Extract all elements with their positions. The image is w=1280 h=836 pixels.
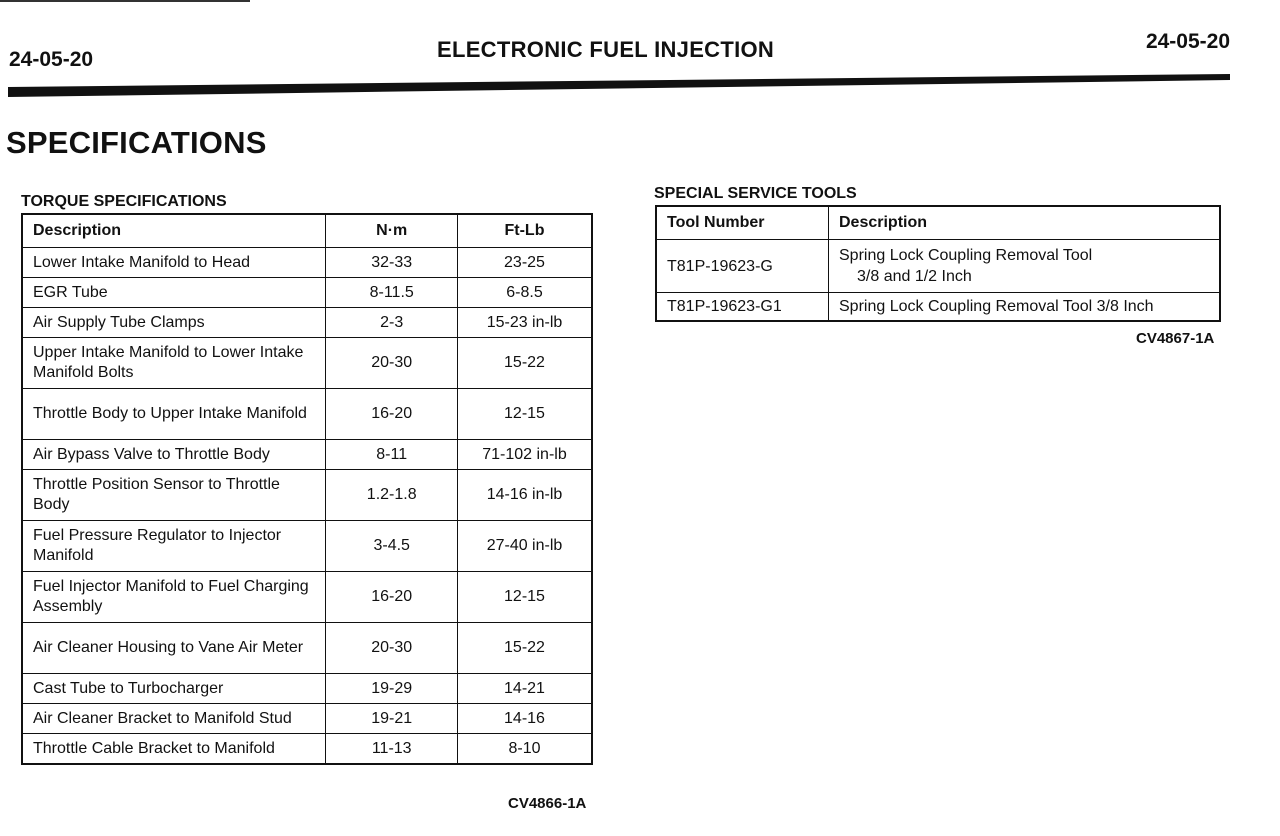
column-header-tool-number: Tool Number <box>656 206 829 240</box>
row-ftlb: 14-16 <box>457 704 592 734</box>
row-description: Cast Tube to Turbocharger <box>22 674 326 704</box>
page-number-right: 24-05-20 <box>1145 30 1230 53</box>
column-header-ftlb: Ft-Lb <box>457 214 592 248</box>
column-header-tool-description: Description <box>829 206 1221 240</box>
row-description: Fuel Injector Manifold to Fuel Charging Assembly <box>22 572 326 623</box>
row-nm: 2-3 <box>326 308 458 338</box>
table-row <box>22 674 592 704</box>
table-row <box>22 248 592 278</box>
row-nm: 20-30 <box>326 623 458 674</box>
table-row <box>22 704 592 734</box>
column-header-description: Description <box>22 214 326 248</box>
row-ftlb: 27-40 in-lb <box>457 521 592 572</box>
row-nm: 19-29 <box>326 674 458 704</box>
tool-number: T81P-19623-G <box>656 240 829 293</box>
row-ftlb: 6-8.5 <box>457 278 592 308</box>
row-ftlb: 23-25 <box>457 248 592 278</box>
row-description: Air Bypass Valve to Throttle Body <box>22 440 326 470</box>
tool-description: Spring Lock Coupling Removal Tool 3/8 Inch <box>829 293 1221 322</box>
section-title: ELECTRONIC FUEL INJECTION <box>437 37 775 62</box>
row-nm: 16-20 <box>326 572 458 623</box>
row-description: Air Supply Tube Clamps <box>22 308 326 338</box>
row-description: Upper Intake Manifold to Lower Intake Manifold Bolts <box>22 338 326 389</box>
table-row <box>656 240 1220 293</box>
table-row <box>22 389 592 440</box>
row-ftlb: 14-21 <box>457 674 592 704</box>
torque-spec-table <box>21 213 593 765</box>
tool-number: T81P-19623-G1 <box>656 293 829 322</box>
row-nm: 8-11 <box>326 440 458 470</box>
row-ftlb: 14-16 in-lb <box>457 470 592 521</box>
row-description: Fuel Pressure Regulator to Injector Manifold <box>22 521 326 572</box>
row-nm: 19-21 <box>326 704 458 734</box>
row-nm: 3-4.5 <box>326 521 458 572</box>
row-ftlb: 8-10 <box>457 734 592 765</box>
tools-figure-code: CV4867-1A <box>1136 330 1215 347</box>
row-description: Lower Intake Manifold to Head <box>22 248 326 278</box>
row-description: Air Cleaner Housing to Vane Air Meter <box>22 623 326 674</box>
row-ftlb: 15-22 <box>457 623 592 674</box>
row-description: EGR Tube <box>22 278 326 308</box>
table-row <box>22 338 592 389</box>
row-nm: 16-20 <box>326 389 458 440</box>
row-ftlb: 71-102 in-lb <box>457 440 592 470</box>
table-row <box>22 308 592 338</box>
table-row <box>22 734 592 765</box>
top-edge-rule <box>0 0 250 2</box>
row-ftlb: 12-15 <box>457 389 592 440</box>
table-row <box>22 278 592 308</box>
table-row <box>22 470 592 521</box>
table-row <box>22 572 592 623</box>
table-header-row <box>656 206 1220 240</box>
page-number-left: 24-05-20 <box>9 48 94 71</box>
row-nm: 11-13 <box>326 734 458 765</box>
row-description: Throttle Cable Bracket to Manifold <box>22 734 326 765</box>
row-description: Throttle Position Sensor to Throttle Body <box>22 470 326 521</box>
row-description: Throttle Body to Upper Intake Manifold <box>22 389 326 440</box>
page-heading: SPECIFICATIONS <box>6 125 267 160</box>
tool-description-line: 3/8 and 1/2 Inch <box>857 268 972 285</box>
row-nm: 20-30 <box>326 338 458 389</box>
row-ftlb: 12-15 <box>457 572 592 623</box>
service-tools-table <box>655 205 1221 322</box>
table-row <box>656 293 1220 322</box>
row-ftlb: 15-23 in-lb <box>457 308 592 338</box>
table-row <box>22 521 592 572</box>
header-rule <box>8 74 1230 97</box>
row-nm: 8-11.5 <box>326 278 458 308</box>
row-description: Air Cleaner Bracket to Manifold Stud <box>22 704 326 734</box>
row-nm: 1.2-1.8 <box>326 470 458 521</box>
row-ftlb: 15-22 <box>457 338 592 389</box>
tool-description-line: Spring Lock Coupling Removal Tool <box>839 247 1093 264</box>
torque-table-caption: TORQUE SPECIFICATIONS <box>21 193 227 210</box>
table-row <box>22 440 592 470</box>
tool-description <box>829 240 1221 293</box>
torque-figure-code: CV4866-1A <box>508 795 587 812</box>
tools-table-caption: SPECIAL SERVICE TOOLS <box>654 185 857 202</box>
row-nm: 32-33 <box>326 248 458 278</box>
table-header-row <box>22 214 592 248</box>
column-header-nm: N·m <box>326 214 458 248</box>
table-row <box>22 623 592 674</box>
